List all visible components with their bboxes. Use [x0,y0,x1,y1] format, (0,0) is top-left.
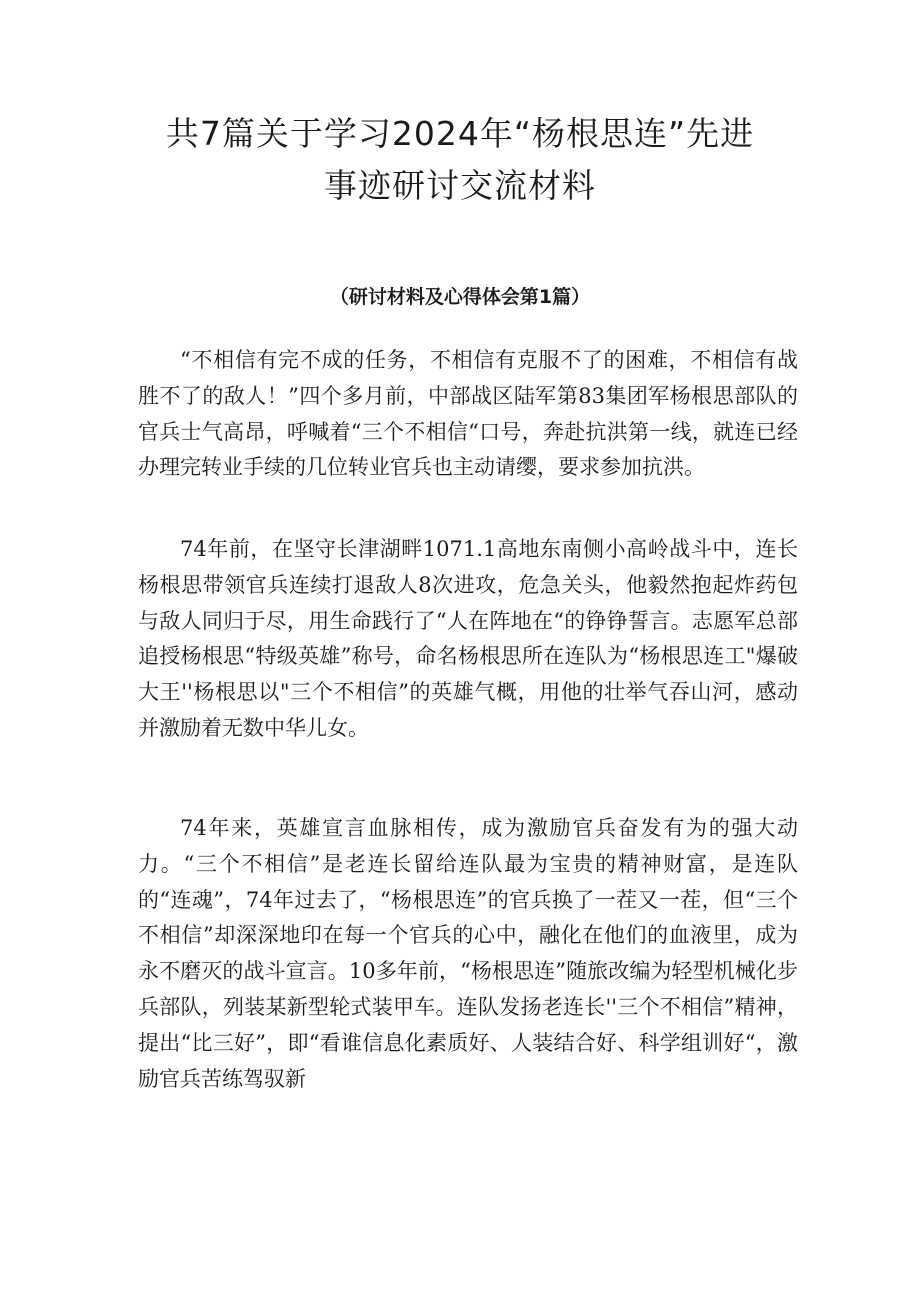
body-paragraph-2: 74年前，在坚守长津湖畔1071.1高地东南侧小高岭战斗中，连长杨根思带领官兵连续打退敌人8次进攻，危急关头，他毅然抱起炸药包与敌人同归于尽，用生命践行了“人在阵地在“的铮铮誓言。志愿军总部追授杨根思“特级英雄”称号，命名杨根思所在连队为“杨根思连工"爆破大王''杨根思以"三个不相信”的英雄气概，用他的壮举气吞山河，感动并激励着无数中华儿女。 [138,537,798,740]
body-paragraph-1: “不相信有完不成的任务，不相信有克服不了的困难，不相信有战胜不了的敌人！”四个多月前，中部战区陆军第83集团军杨根思部队的官兵士气高昂，呼喊着“三个不相信“口号，奔赴抗洪第一线，就连已经办理完转业手续的几位转业官兵也主动请缨，要求参加抗洪。 [138,348,798,480]
section-subtitle: （研讨材料及心得体会第1篇） [329,286,591,308]
document-title-line-2: 事迹研讨交流材料 [324,166,596,205]
body-paragraph-3: 74年来，英雄宣言血脉相传，成为激励官兵奋发有为的强大动力。“三个不相信”是老连长留给连队最为宝贵的精神财富，是连队的“连魂”，74年过去了，“杨根思连”的官兵换了一茬又一茬，但“三个不相信”却深深地印在每一个官兵的心中，融化在他们的血液里，成为永不磨灭的战斗宣言。10多年前，“杨根思连”随旅改编为轻型机械化步兵部队，列装某新型轮式装甲车。连队发扬老连长''三个不相信”精神，提出“比三好”，即“看谁信息化素质好、人装结合好、科学组训好“，激励官兵苦练驾驭新 [138,816,798,1091]
document-title-line-1: 共7篇关于学习2024年“杨根思连”先进 [165,114,755,153]
